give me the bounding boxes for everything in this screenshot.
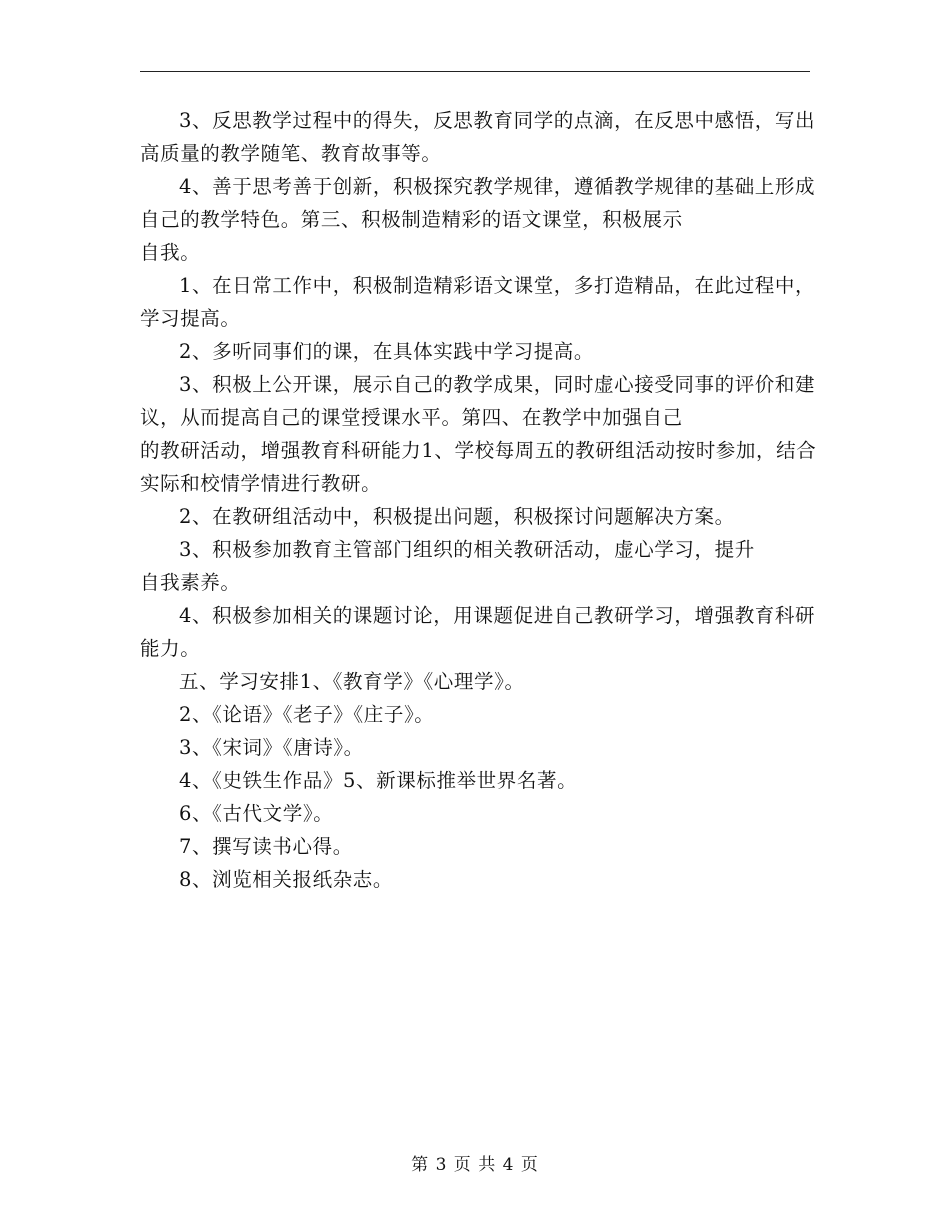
paragraph: 3、积极上公开课，展示自己的教学成果，同时虚心接受同事的评价和建议，从而提高自己的课堂授课水平。第四、在教学中加强自己 的教研活动，增强教育科研能力1、学校每周五的教研组活动按时参加，结合实际和校情学情进行教研。 — [140, 373, 817, 495]
paragraph: 3、反思教学过程中的得失，反思教育同学的点滴，在反思中感悟，写出高质量的教学随笔、教育故事等。 — [140, 109, 816, 165]
list-item: 7、撰写读书心得。 — [179, 835, 353, 858]
page-number-footer: 第 3 页 共 4 页 — [411, 1155, 539, 1175]
paragraph: 4、积极参加相关的课题讨论，用课题促进自己教研学习，增强教育科研能力。 — [140, 604, 816, 660]
document-body — [140, 104, 820, 896]
paragraph: 4、善于思考善于创新，积极探究教学规律，遵循教学规律的基础上形成自己的教学特色。第三、积极制造精彩的语文课堂，积极展示 自我。 — [140, 175, 816, 264]
list-item: 2、《论语》《老子》《庄子》。 — [179, 703, 435, 726]
list-item: 4、《史铁生作品》5、新课标推举世界名著。 — [179, 769, 578, 792]
paragraph: 2、在教研组活动中，积极提出问题，积极探讨问题解决方案。 — [179, 505, 735, 528]
list-item: 6、《古代文学》。 — [179, 802, 334, 825]
paragraph: 2、多听同事们的课，在具体实践中学习提高。 — [179, 340, 595, 363]
paragraph: 3、积极参加教育主管部门组织的相关教研活动，虚心学习，提升 自我素养。 — [140, 538, 755, 594]
list-item: 8、浏览相关报纸杂志。 — [179, 868, 394, 891]
list-item: 3、《宋词》《唐诗》。 — [179, 736, 364, 759]
list-item: 五、学习安排1、《教育学》《心理学》。 — [179, 670, 525, 693]
paragraph: 1、在日常工作中，积极制造精彩语文课堂，多打造精品，在此过程中，学习提高。 — [140, 274, 816, 330]
header-rule — [140, 71, 810, 72]
